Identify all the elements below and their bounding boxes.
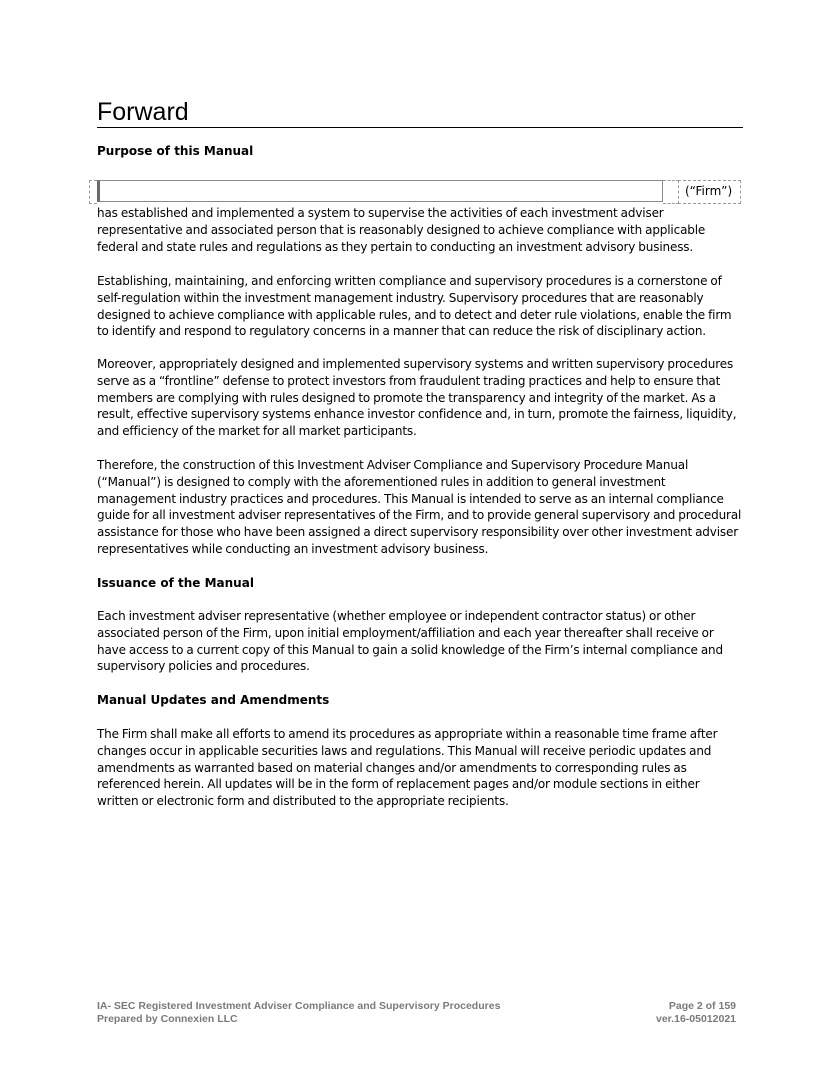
- section-heading-purpose: Purpose of this Manual: [97, 144, 254, 158]
- field-boundary-middle: [663, 180, 679, 204]
- firm-name-form-field: [89, 180, 743, 205]
- footer-page-number: Page 2 of 159: [668, 1000, 736, 1012]
- paragraph-purpose-2: Establishing, maintaining, and enforcing written compliance and supervisory procedures is a cornerstone of self-regulation within the investment management industry. Supervisory procedures that are reasonably designed to achieve compliance with applicable rules, and to detect and deter rule violations, enable the firm to identify and respond to regulatory concerns in a manner that can reduce the risk of disciplinary action.: [97, 274, 732, 339]
- paragraph-updates-1: The Firm shall make all efforts to amend its procedures as appropriate within a reasonable time frame after changes occur in applicable securities laws and regulations. This Manual will receive periodic updates and amendments as warranted based on material changes and/or amendments to corresponding rules as referenced herein. All updates will be in the form of replacement pages and/or module sections in either written or electronic form and distributed to the appropriate recipients.: [97, 727, 718, 809]
- field-boundary-left: [89, 180, 97, 204]
- footer-version: ver.16-05012021: [656, 1013, 736, 1025]
- paragraph-issuance-1: Each investment adviser representative (whether employee or independent contractor status) or other associated person of the Firm, upon initial employment/affiliation and each year thereafter shall receive or have access to a current copy of this Manual to gain a solid knowledge of the Firm’s internal compliance and supervisory policies and procedures.: [97, 609, 723, 674]
- paragraph-purpose-3: Moreover, appropriately designed and implemented supervisory systems and written supervisory procedures serve as a “frontline” defense to protect investors from fraudulent trading practices and help to ensure that members are complying with rules designed to promote the transparency and integrity of the market. As a result, effective supervisory systems enhance investor confidence and, in turn, promote the fairness, liquidity, and efficiency of the market for all market participants.: [97, 357, 737, 439]
- page-title: Forward: [97, 97, 743, 128]
- firm-name-input[interactable]: [97, 180, 663, 202]
- footer-preparer: Prepared by Connexien LLC: [97, 1013, 238, 1025]
- footer-left: [97, 1000, 500, 1026]
- footer-right: [656, 1000, 736, 1026]
- section-heading-issuance: Issuance of the Manual: [97, 576, 254, 590]
- paragraph-purpose-4: Therefore, the construction of this Investment Adviser Compliance and Supervisory Procedure Manual (“Manual”) is designed to comply with the aforementioned rules in addition to general investment management industry practices and procedures. This Manual is intended to serve as an internal compliance guide for all investment adviser representatives of the Firm, and to provide general supervisory and procedural assistance for those who have been assigned a direct supervisory responsibility over other investment adviser representatives while conducting an investment advisory business.: [97, 458, 742, 556]
- section-heading-updates: Manual Updates and Amendments: [97, 693, 330, 707]
- footer-document-title: IA- SEC Registered Investment Adviser Compliance and Supervisory Procedures: [97, 1000, 501, 1012]
- paragraph-purpose-1: has established and implemented a system to supervise the activities of each investment adviser representative and associated person that is reasonably designed to achieve compliance with applicable federal and state rules and regulations as they pertain to conducting an investment advisory business.: [97, 206, 706, 254]
- firm-label: (“Firm”): [678, 180, 741, 204]
